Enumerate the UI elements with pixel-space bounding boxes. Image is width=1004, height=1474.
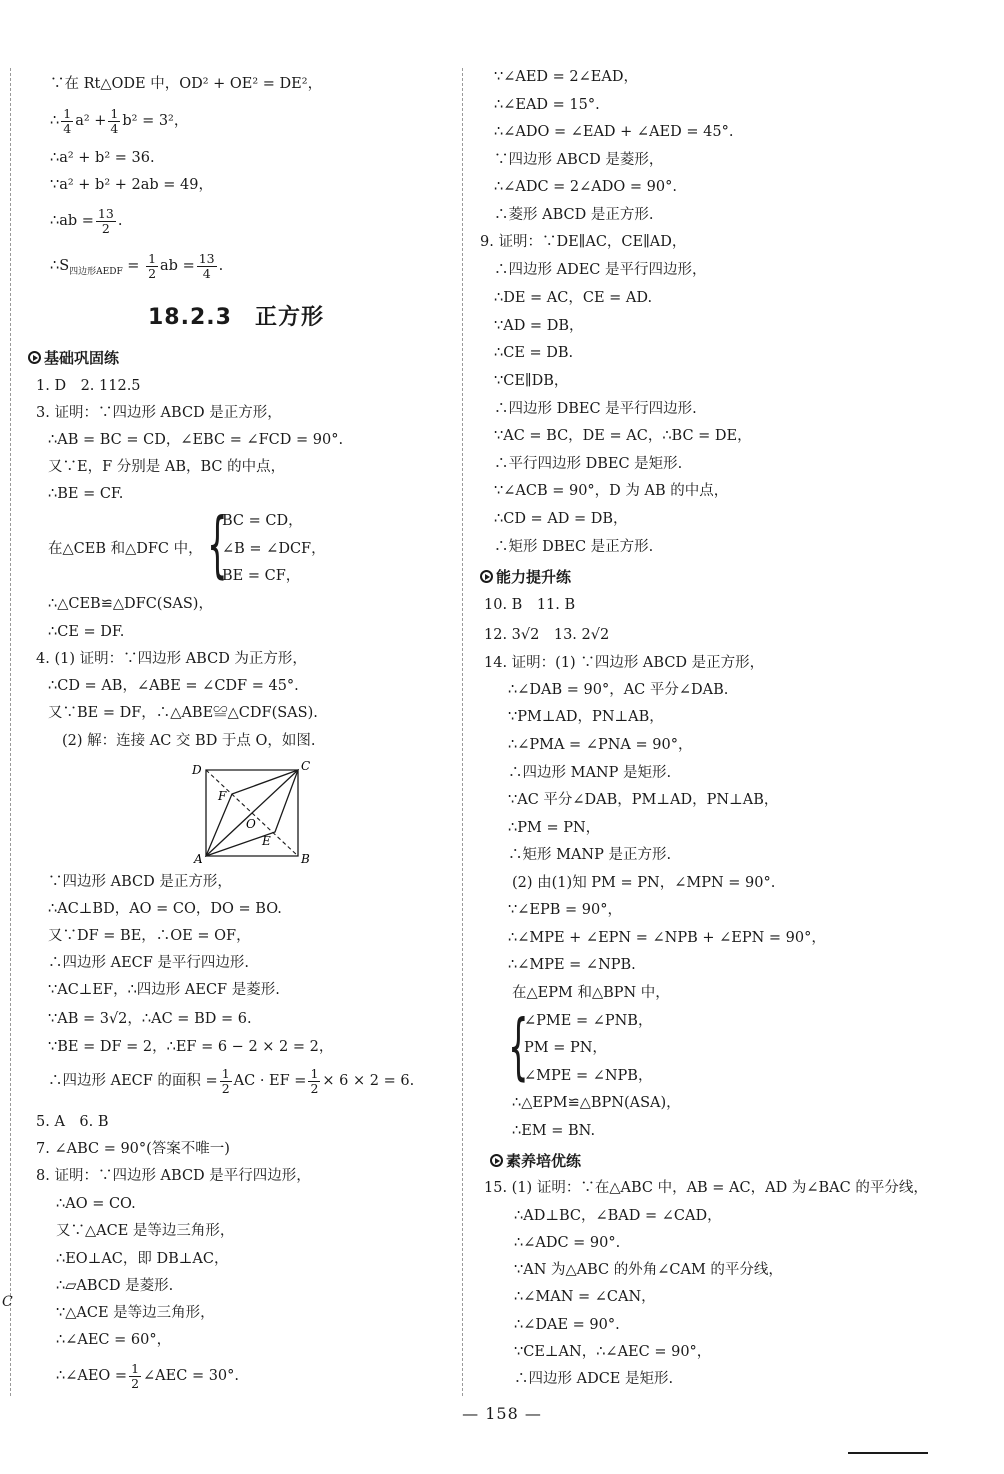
text-line: ∴△EPM≌△BPN(ASA)， [512,1095,681,1111]
text-line: ∵AN 为△ABC 的外角∠CAM 的平分线， [514,1262,783,1278]
text-line: (2) 由(1)知 PM = PN，∠MPN = 90°. [512,875,776,891]
system-line: BE = CF， [222,568,301,584]
label-A: A [194,852,203,865]
text-line: 8. 证明：∵四边形 ABCD 是平行四边形， [36,1168,311,1184]
text-line: ∴矩形 MANP 是正方形. [508,847,672,863]
text-line: ∵在 Rt△ODE 中，OD² + OE² = DE²， [50,76,323,92]
text-line: ∵BE = DF = 2，∴EF = 6 − 2 × 2 = 2， [48,1039,334,1055]
text-line: ∴CE = DF. [48,624,125,640]
label-O: O [246,817,256,831]
text-line: ∴四边形 AECF 是平行四边形. [48,955,250,971]
text-line: ∴∠AEC = 60°， [56,1332,172,1348]
text-line: ∴∠DAB = 90°，AC 平分∠DAB. [508,682,729,698]
fraction: $\frac{1}{2}$ [221,1065,230,1096]
text-line: 3. 证明：∵四边形 ABCD 是正方形， [36,405,282,421]
text-line: 9. 证明：∵DE∥AC，CE∥AD， [480,234,687,250]
play-bullet-icon [480,570,493,583]
text-line: ∴AC⊥BD，AO = CO，DO = BO. [48,901,282,917]
text-line: ∵AC⊥EF，∴四边形 AECF 是菱形. [48,982,280,998]
text-line: ∵a² + b² + 2ab = 49， [50,177,213,193]
label-E: E [262,834,271,848]
page-number: — 158 — [462,1404,542,1423]
fraction: $\frac{13}{2}$ [97,205,114,236]
text-line: ∴四边形 ADCE 是矩形. [514,1371,674,1387]
text-line: 4. (1) 证明：∵四边形 ABCD 为正方形， [36,651,307,667]
text-line: 又∵DF = BE，∴OE = OF， [48,928,251,944]
fraction: $\frac{1}{2}$ [131,1360,140,1391]
text-line: ∴∠ADO = ∠EAD + ∠AED = 45°. [494,124,734,140]
text-line: ∴∠MAN = ∠CAN， [514,1289,656,1305]
fraction: $\frac{1}{2}$ [148,250,157,281]
text-line: ∴∠DAE = 90°. [514,1317,620,1333]
text-line: ∵四边形 ABCD 是菱形， [494,152,664,168]
text-line: 14. 证明：(1) ∵四边形 ABCD 是正方形， [484,655,765,671]
system-line: ∠MPE = ∠NPB， [524,1068,653,1084]
text-line: ∴∠EAD = 15°. [494,97,600,113]
text-line: ∵PM⊥AD，PN⊥AB， [508,709,664,725]
text-line: ∵AD = DB， [494,318,584,334]
fraction: $\frac{13}{4}$ [198,250,215,281]
text-line: 又∵BE = DF，∴△ABE≌△CDF(SAS). [48,705,318,721]
subsection-heading-quality: 素养培优练 [490,1150,581,1171]
text-line: ∴BE = CF. [48,486,124,502]
text-line: 在△EPM 和△BPN 中， [512,985,670,1001]
label-F: F [218,789,227,803]
text-line: ∴△CEB≌△DFC(SAS)， [48,596,213,612]
left-margin-dotted-line [10,68,11,1396]
text-line: 7. ∠ABC = 90°(答案不唯一) [36,1141,230,1157]
square-diagram [190,760,320,865]
system-line: BC = CD， [222,513,303,529]
text-line: ∴菱形 ABCD 是正方形. [494,207,654,223]
system-line: ∠B = ∠DCF， [222,541,326,557]
text-line: ∴CE = DB. [494,345,574,361]
fraction-line: ∴∠AEO = $\frac{1}{2}$ ∠AEC = 30°. [56,1360,240,1391]
subsection-heading-ability: 能力提升练 [480,566,571,587]
text-line: ∴∠MPE + ∠EPN = ∠NPB + ∠EPN = 90°， [508,930,826,946]
text-line: 又∵E，F 分别是 AB，BC 的中点， [48,459,286,475]
text-line: ∴AD⊥BC，∠BAD = ∠CAD， [514,1208,722,1224]
text-line: 10. B 11. B [484,597,576,613]
system-line: PM = PN， [524,1040,607,1056]
play-bullet-icon [490,1154,503,1167]
column-divider-dotted-line [462,68,463,1396]
stray-margin-letter: C [2,1294,13,1310]
play-bullet-icon [28,351,41,364]
fraction: $\frac{1}{4}$ [63,105,72,136]
text-line: ∴∠ADC = 2∠ADO = 90°. [494,179,677,195]
fraction: $\frac{1}{4}$ [110,105,119,136]
system-line: ∠PME = ∠PNB， [524,1013,653,1029]
text-line: ∴四边形 DBEC 是平行四边形. [494,401,697,417]
text-line: ∴EM = BN. [512,1123,596,1139]
fraction: $\frac{1}{2}$ [310,1065,319,1096]
text-line: ∴AO = CO. [56,1196,136,1212]
text-line: ∵AC 平分∠DAB，PM⊥AD，PN⊥AB， [508,792,779,808]
system-intro: 在△CEB 和△DFC 中， [48,541,203,557]
label-C: C [301,760,311,773]
text-line: ∵∠ACB = 90°，D 为 AB 的中点， [494,483,729,499]
text-line: ∵AB = 3√2，∴AC = BD = 6. [48,1011,252,1027]
text-line: ∵∠AED = 2∠EAD， [494,69,638,85]
text-line: 又∵△ACE 是等边三角形， [56,1223,235,1239]
fraction-line: ∴ $\frac{1}{4}$ a² + $\frac{1}{4}$ b² = 3²， [50,105,189,136]
text-line: ∴∠ADC = 90°. [514,1235,621,1251]
text-line: ∵CE⊥AN，∴∠AEC = 90°， [514,1344,712,1360]
corner-mark [848,1452,928,1460]
text-line: 15. (1) 证明：∵在△ABC 中，AB = AC，AD 为∠BAC 的平分线， [484,1180,928,1196]
text-line: ∵四边形 ABCD 是正方形， [48,874,232,890]
left-brace-icon: { [508,1004,529,1088]
fraction-line: $\therefore S_{四边形AEDF}$ = $\frac{1}{2}$ ab = $\frac{13}{4}$ . [50,250,224,281]
text-line: ∴AB = BC = CD，∠EBC = ∠FCD = 90°. [48,432,344,448]
text-line: ∴CD = AB，∠ABE = ∠CDF = 45°. [48,678,299,694]
text-line: ∴∠MPE = ∠NPB. [508,957,636,973]
text-line: ∴平行四边形 DBEC 是矩形. [494,456,683,472]
fraction-line: ∴四边形 AECF 的面积 = $\frac{1}{2}$ AC · EF = $\frac{1}{2}$ × 6 × 2 = 6. [48,1065,415,1096]
text-line: 12. 3√2 13. 2√2 [484,627,610,643]
text-line: ∵AC = BC，DE = AC，∴BC = DE， [494,428,752,444]
text-line: ∵△ACE 是等边三角形， [56,1305,215,1321]
text-line: ∵∠EPB = 90°， [508,902,622,918]
text-line: (2) 解：连接 AC 交 BD 于点 O，如图. [62,733,316,749]
text-line: ∴CD = AD = DB， [494,511,628,527]
text-line: ∴DE = AC，CE = AD. [494,290,653,306]
text-line: ∴四边形 ADEC 是平行四边形， [494,262,707,278]
label-B: B [301,852,310,865]
left-brace-icon: { [207,502,228,586]
text-line: ∴a² + b² = 36. [50,150,155,166]
text-line: ∴EO⊥AC，即 DB⊥AC， [56,1251,229,1267]
text-line: 1. D 2. 112.5 [36,378,141,394]
section-title: 18.2.3 正方形 [148,305,324,330]
text-line: ∴PM = PN， [508,820,601,836]
text-line: ∴矩形 DBEC 是正方形. [494,539,654,555]
text-line: 5. A 6. B [36,1114,109,1130]
fraction-line: ∴ab = $\frac{13}{2}$ . [50,205,123,236]
text-line: ∴四边形 MANP 是矩形. [508,765,672,781]
text-line: ∴∠PMA = ∠PNA = 90°， [508,737,693,753]
subsection-heading-basic: 基础巩固练 [28,347,119,368]
label-D: D [192,763,202,777]
text-line: ∴▱ABCD 是菱形. [56,1278,174,1294]
text-line: ∵CE∥DB， [494,373,569,389]
